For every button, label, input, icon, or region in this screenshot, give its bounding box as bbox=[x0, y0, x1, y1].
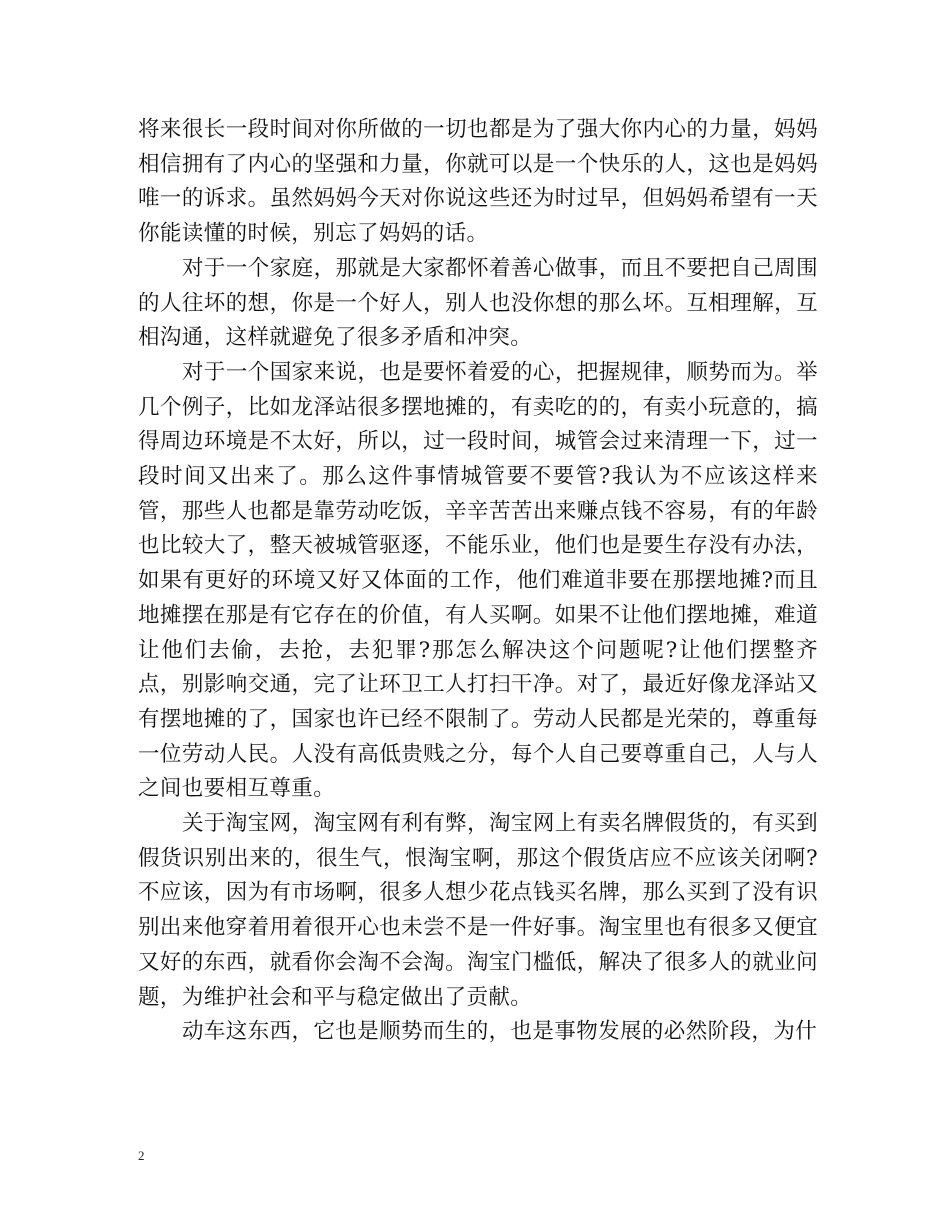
paragraph-2: 对于一个家庭，那就是大家都怀着善心做事，而且不要把自己周围的人往坏的想，你是一个好人，别人也没你想的那么坏。互相理解，互相沟通，这样就避免了很多矛盾和冲突。 bbox=[138, 255, 818, 351]
paragraph-5: 动车这东西，它也是顺势而生的，也是事物发展的必然阶段，为什 bbox=[182, 1019, 818, 1045]
page-number: 2 bbox=[138, 1148, 145, 1163]
document-body bbox=[138, 113, 818, 1050]
paragraph-1: 将来很长一段时间对你所做的一切也都是为了强大你内心的力量，妈妈相信拥有了内心的坚强和力量，你就可以是一个快乐的人，这也是妈妈唯一的诉求。虽然妈妈今天对你说这些还为时过早，但妈妈希望有一天你能读懂的时候，别忘了妈妈的话。 bbox=[138, 117, 818, 247]
paragraph-4: 关于淘宝网，淘宝网有利有弊，淘宝网上有卖名牌假货的，有买到假货识别出来的，很生气，恨淘宝啊，那这个假货店应不应该关闭啊?不应该，因为有市场啊，很多人想少花点钱买名牌，那么买到了没有识别出来他穿着用着很开心也未尝不是一件好事。淘宝里也有很多又便宜又好的东西，就看你会淘不会淘。淘宝门槛低，解决了很多人的就业问题，为维护社会和平与稳定做出了贡献。 bbox=[138, 811, 818, 1010]
paragraph-3: 对于一个国家来说，也是要怀着爱的心，把握规律，顺势而为。举几个例子，比如龙泽站很多摆地摊的，有卖吃的的，有卖小玩意的，搞得周边环境是不太好，所以，过一段时间，城管会过来清理一下，过一段时间又出来了。那么这件事情城管要不要管?我认为不应该这样来管，那些人也都是靠劳动吃饭，辛辛苦苦出来赚点钱不容易，有的年龄也比较大了，整天被城管驱逐，不能乐业，他们也是要生存没有办法，如果有更好的环境又好又体面的工作，他们难道非要在那摆地摊?而且地摊摆在那是有它存在的价值，有人买啊。如果不让他们摆地摊，难道让他们去偷，去抢，去犯罪?那怎么解决这个问题呢?让他们摆整齐点，别影响交通，完了让环卫工人打扫干净。对了，最近好像龙泽站又有摆地摊的了，国家也许已经不限制了。劳动人民都是光荣的，尊重每一位劳动人民。人没有高低贵贱之分，每个人自己要尊重自己，人与人之间也要相互尊重。 bbox=[138, 359, 818, 802]
